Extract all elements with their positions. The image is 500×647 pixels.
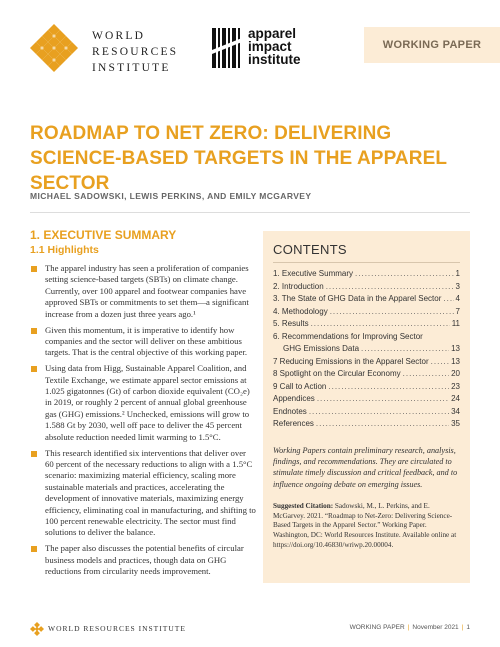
page-footer [0, 622, 500, 642]
toc-entry[interactable]: Appendices ..... 24 [273, 393, 460, 406]
divider [30, 212, 470, 213]
toc-entry[interactable]: 1. Executive Summary ..... 1 [273, 268, 460, 281]
list-item: The paper also discusses the potential benefits of circular business models and practices, though data on GHG reductions from circularity needs improvement. [30, 543, 256, 577]
footer-org-name: WORLD RESOURCES INSTITUTE [48, 624, 186, 633]
toc-entry[interactable]: 7 Reducing Emissions in the Apparel Sector ..... 13 [273, 356, 460, 369]
paper-title: ROADMAP TO NET ZERO: DELIVERING SCIENCE-BASED TARGETS IN THE APPAREL SECTOR [30, 123, 447, 194]
bullet-square-icon [31, 366, 37, 372]
working-paper-label: WORKING PAPER [382, 39, 482, 51]
contents-heading: CONTENTS [273, 242, 347, 257]
highlights-list [30, 263, 256, 582]
page-number: 1 [466, 624, 470, 631]
subsection-heading: 1.1 Highlights [30, 244, 99, 256]
bullet-square-icon [31, 328, 37, 334]
working-paper-badge [364, 27, 500, 63]
list-item: The apparel industry has seen a proliferation of companies setting science-based targets (SBTs) on climate change. Currently, over 100 apparel and footwear companies have approved SBTs or commitments to set them—a significant increase from a dozen just three years ago.¹ [30, 263, 256, 320]
wri-logo-icon [30, 24, 78, 72]
contents-box [263, 231, 470, 583]
footer-page-info: WORKING PAPER | November 2021 | 1 [349, 624, 470, 631]
section-heading: 1. EXECUTIVE SUMMARY [30, 228, 177, 242]
working-paper-description: Working Papers contain preliminary research, analysis, findings, and recommendations. They are circulated to stimulate timely discussion and critical feedback, and to influence ongoing debate on emerging issues. [273, 445, 458, 489]
list-item: Given this momentum, it is imperative to identify how companies and the sector will deliver on these ambitious targets. That is the central objective of this working paper. [30, 325, 256, 359]
toc-entry[interactable]: 6. Recommendations for Improving Sector [273, 331, 423, 341]
toc-entry[interactable]: 8 Spotlight on the Circular Economy ..... 20 [273, 368, 460, 381]
contents-divider [273, 262, 460, 263]
toc-entry[interactable]: 9 Call to Action ..... 23 [273, 381, 460, 394]
toc-entry[interactable]: 5. Results ..... 11 [273, 318, 460, 331]
author-list: MICHAEL SADOWSKI, LEWIS PERKINS, AND EMILY MCGARVEY [30, 191, 312, 201]
toc-entry[interactable]: GHG Emissions Data ..... 13 [273, 343, 460, 356]
page-header [0, 0, 500, 80]
aii-wordmark: apparel impact institute [248, 26, 301, 67]
bullet-square-icon [31, 451, 37, 457]
apparel-impact-institute-logo-icon [212, 28, 242, 68]
toc-entry[interactable]: 4. Methodology ..... 7 [273, 306, 460, 319]
bullet-square-icon [31, 546, 37, 552]
toc-entry[interactable]: References ..... 35 [273, 418, 460, 431]
wri-footer-logo-icon [30, 622, 44, 636]
list-item: This research identified six interventions that deliver over 60 percent of the necessary reductions to align with a 1.5°C scenario: maximizing material efficiency, scaling more sustainable materials and practices, accelerating the development of innovative materials, maximizing energy efficiency, eliminating coal in manufacturing, and shifting to 100 percent renewable electricity. The sector must find solutions to deliver the balance. [30, 448, 256, 539]
list-item: Using data from Higg, Sustainable Apparel Coalition, and Textile Exchange, we estimate apparel sector emissions at 1.025 gigatonnes (Gt) of carbon dioxide equivalent (CO₂e) in 2019, or roughly 2 percent of annual global greenhouse gas (GHG) emissions.² Unchecked, emissions will grow to 1.588 Gt by 2030, well off pace to deliver the 45 percent absolute reduction needed limit warming to 1.5°C. [30, 363, 256, 443]
wri-wordmark: WORLD RESOURCES INSTITUTE [92, 30, 179, 74]
toc-entry[interactable]: 3. The State of GHG Data in the Apparel Sector ..... 4 [273, 293, 460, 306]
toc-entry[interactable]: Endnotes ..... 34 [273, 406, 460, 419]
toc-entry[interactable]: 2. Introduction ..... 3 [273, 281, 460, 294]
bullet-square-icon [31, 266, 37, 272]
suggested-citation: Suggested Citation: Sadowski, M., L. Perkins, and E. McGarvey. 2021. “Roadmap to Net-Zero: Delivering Science-Based Targets in the Apparel Sector.” Working Paper. Washington, DC: World Resources Institute. Available online at https://doi.org/10.46830/wriwp.20.00004. [273, 502, 457, 549]
